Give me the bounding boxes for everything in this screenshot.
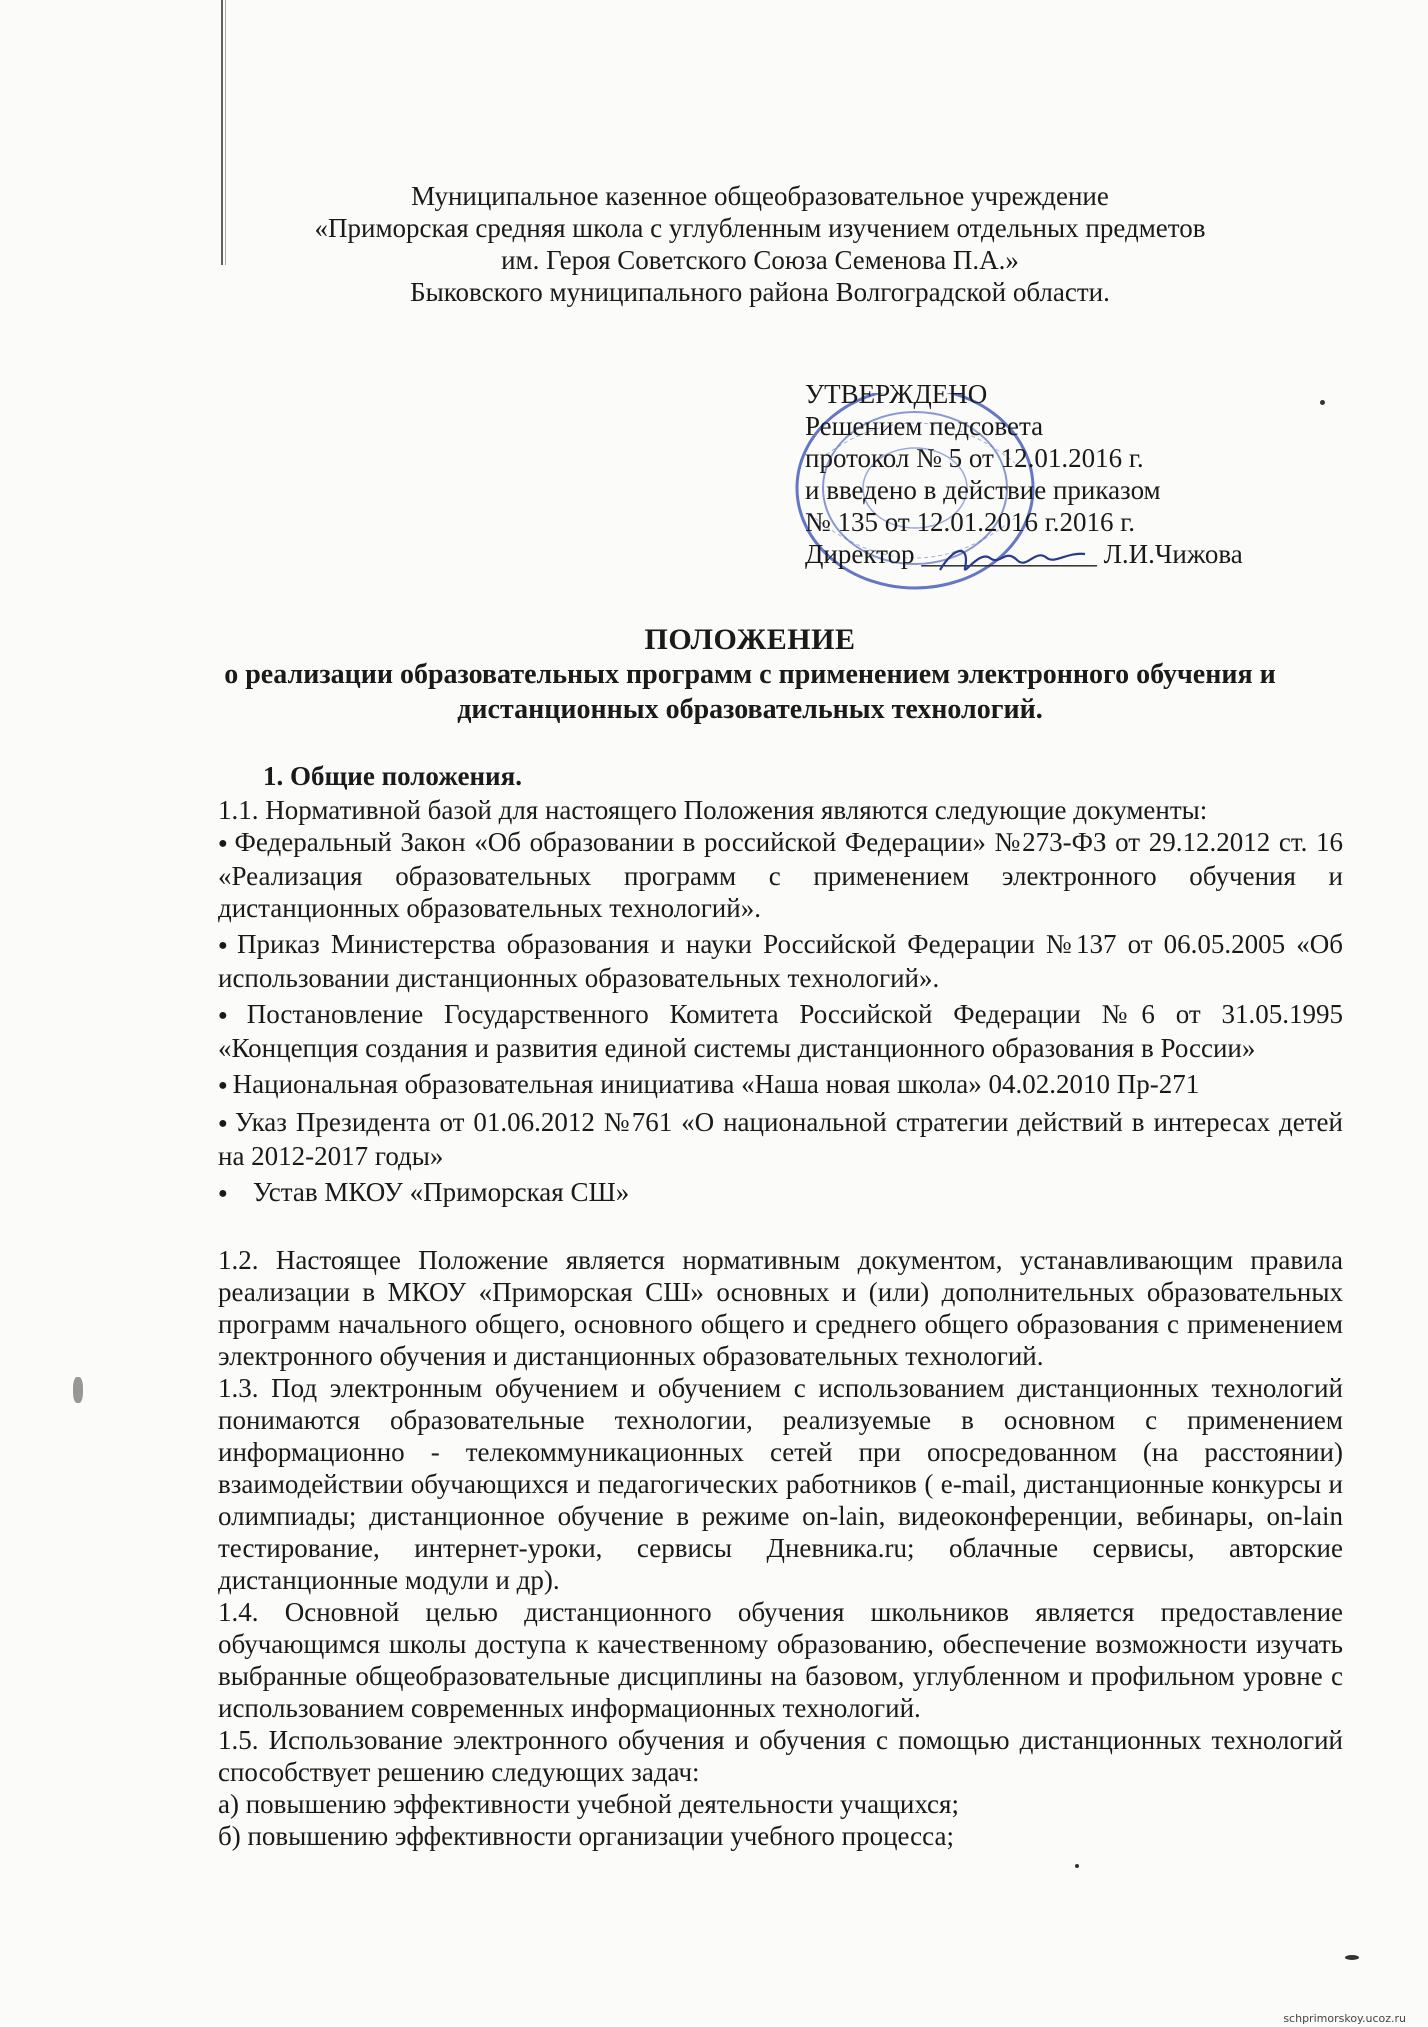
director-label: Директор <box>805 539 915 569</box>
approval-line: Решением педсовета <box>805 411 1044 441</box>
task-item: а) повышению эффективности учебной деятельности учащихся; <box>218 1789 959 1819</box>
bullet-item: ● Национальная образовательная инициатива «Наша новая школа» 04.02.2010 Пр-271 <box>218 1069 1200 1099</box>
source-url: schprimorskoy.ucoz.ru <box>1283 2012 1406 2025</box>
scan-artifact-line <box>221 0 223 265</box>
handwritten-signature <box>935 540 1095 580</box>
document-body <box>218 760 1343 1852</box>
title-sub: о реализации образовательных программ с применением электронного обучения и <box>224 659 1276 690</box>
approval-line: № 135 от 12.01.2016 г.2016 г. <box>805 507 1136 537</box>
paragraph: 1.3. Под электронным обучением и обучением с использованием дистанционных технологий понимаются образовательные технологии, реализуемые в основном с применением информационно - телекоммуникационных сетей при опосредованном (на расстоянии) взаимодействии обучающихся и педагогических работников ( e-mail, дистанционные конкурсы и олимпиады; дистанционное обучение в режиме on-lain, видеоконференции, вебинары, on-lain тестирование, интернет-уроки, сервисы Дневника.ru; облачные сервисы, авторские дистанционные модули и др). <box>218 1373 1343 1595</box>
section-heading: 1. Общие положения. <box>263 761 522 791</box>
approval-line: протокол № 5 от 12.01.2016 г. <box>805 443 1144 473</box>
scan-speck <box>1075 1864 1079 1868</box>
scan-speck <box>1320 400 1325 405</box>
header-line: им. Героя Советского Союза Семенова П.А.» <box>501 245 1019 275</box>
approval-line: УТВЕРЖДЕНО <box>805 379 988 409</box>
scan-speck <box>73 1377 83 1403</box>
paragraph: 1.4. Основной целью дистанционного обучения школьников является предоставление обучающимся школы доступа к качественному образованию, обеспечение возможности изучать выбранные общеобразовательные дисциплины на базовом, углубленном и профильном уровне с использованием современных информационных технологий. <box>218 1597 1343 1723</box>
bullet-item: ● Указ Президента от 01.06.2012 №761 «О национальной стратегии действий в интересах детей на 2012-2017 годы» <box>218 1107 1343 1171</box>
bullet-item: ● Постановление Государственного Комитета Российской Федерации №6 от 31.05.1995 «Концепция создания и развития единой системы дистанционного образования в России» <box>218 999 1343 1063</box>
header-line: Муниципальное казенное общеобразовательное учреждение <box>411 181 1109 211</box>
task-item: б) повышению эффективности организации учебного процесса; <box>218 1821 954 1851</box>
director-name: Л.И.Чижова <box>1103 539 1243 569</box>
header-line: «Приморская средняя школа с углубленным изучением отдельных предметов <box>314 213 1206 243</box>
scan-artifact-line <box>225 0 226 265</box>
bullet-item: ● Устав МКОУ «Приморская СШ» <box>218 1177 630 1207</box>
bullet-item: ● Приказ Министерства образования и науки Российской Федерации №137 от 06.05.2005 «Об использовании дистанционных образовательных технологий». <box>218 929 1343 993</box>
signature-blank: _____________ <box>921 539 1097 569</box>
paragraph: 1.2. Настоящее Положение является нормативным документом, устанавливающим правила реализации в МКОУ «Приморская СШ» основных и (или) дополнительных образовательных программ начального общего, основного общего и среднего общего образования с применением электронного обучения и дистанционных образовательных технологий. <box>218 1245 1343 1371</box>
document-title <box>180 622 1320 727</box>
paragraph: 1.1. Нормативной базой для настоящего Положения являются следующие документы: <box>218 795 1208 825</box>
scan-speck <box>1345 1955 1359 1960</box>
approval-line: и введено в действие приказом <box>805 475 1161 505</box>
school-header <box>250 180 1270 308</box>
title-main: ПОЛОЖЕНИЕ <box>644 623 856 656</box>
header-line: Быковского муниципального района Волгоградской области. <box>410 277 1110 307</box>
paragraph: 1.5. Использование электронного обучения и обучения с помощью дистанционных технологий способствует решению следующих задач: <box>218 1725 1343 1787</box>
bullet-item: ● Федеральный Закон «Об образовании в российской Федерации» №273-ФЗ от 29.12.2012 ст. 16 «Реализация образовательных программ с применением электронного обучения и дистанционных образовательных технологий». <box>218 827 1343 923</box>
title-sub: дистанционных образовательных технологий. <box>457 694 1043 725</box>
